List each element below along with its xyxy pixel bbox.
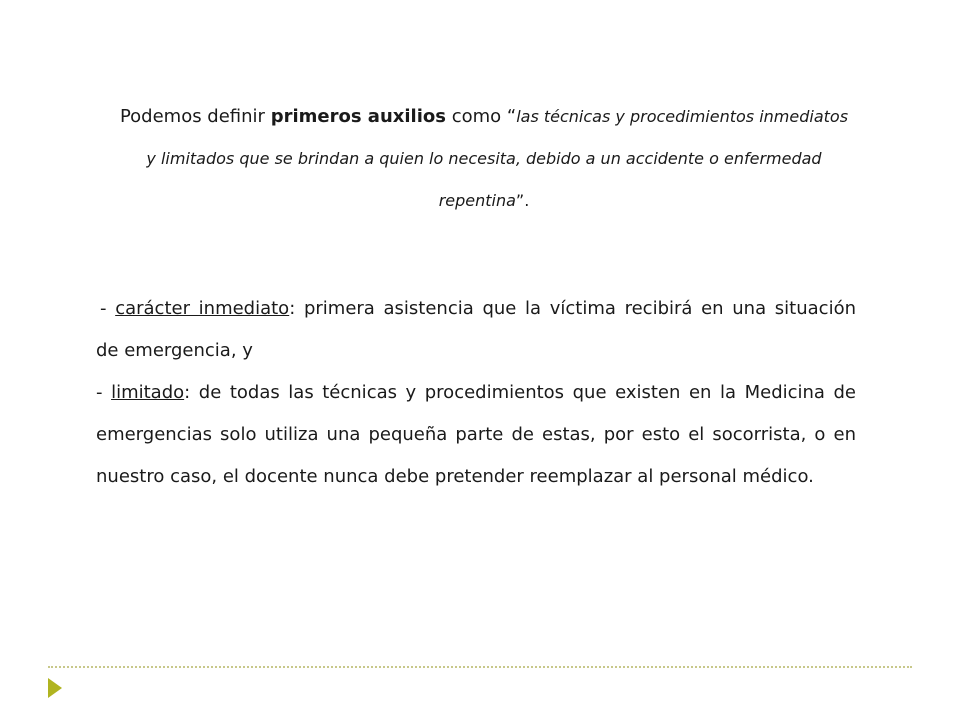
- definition-closing: ”.: [515, 191, 530, 210]
- item-immediate-prefix: -: [100, 298, 116, 319]
- definition-quote-line-3: repentina: [438, 191, 516, 210]
- item-limited-line-3: nuestro caso, el docente nunca debe pretender reemplazar al personal médico.: [96, 466, 814, 487]
- item-limited-line-2: emergencias solo utiliza una pequeña parte de estas, por esto el socorrista, o en: [96, 424, 856, 445]
- definition-paragraph: [84, 96, 884, 222]
- item-immediate-line-2: de emergencia, y: [96, 340, 253, 361]
- definition-intro: Podemos definir: [119, 106, 271, 127]
- item-limited-colon: :: [184, 382, 191, 403]
- definition-quote-line-1: las técnicas y procedimientos inmediatos: [516, 107, 849, 126]
- item-immediate-line-1: [96, 288, 856, 330]
- footer-divider: [48, 666, 912, 668]
- definition-line-1: [84, 96, 884, 138]
- item-immediate-text-1: primera asistencia que la víctima recibirá en una situación: [295, 298, 856, 319]
- item-immediate-colon: :: [289, 298, 296, 319]
- bullet-list: [96, 288, 856, 498]
- item-limited-line-1: [96, 372, 856, 414]
- item-limited-term: limitado: [111, 382, 185, 403]
- item-immediate-term: carácter inmediato: [115, 298, 290, 319]
- definition-line-3: [84, 180, 884, 222]
- triangle-bullet-icon: [48, 678, 62, 698]
- item-limited-text-1: de todas las técnicas y procedimientos que existen en la Medicina de: [190, 382, 857, 403]
- definition-term: primeros auxilios: [270, 106, 446, 127]
- definition-quote-line-2: y limitados que se brindan a quien lo necesita, debido a un accidente o enfermedad: [146, 149, 822, 168]
- definition-connector: como “: [445, 106, 517, 127]
- item-limited-prefix: -: [96, 382, 112, 403]
